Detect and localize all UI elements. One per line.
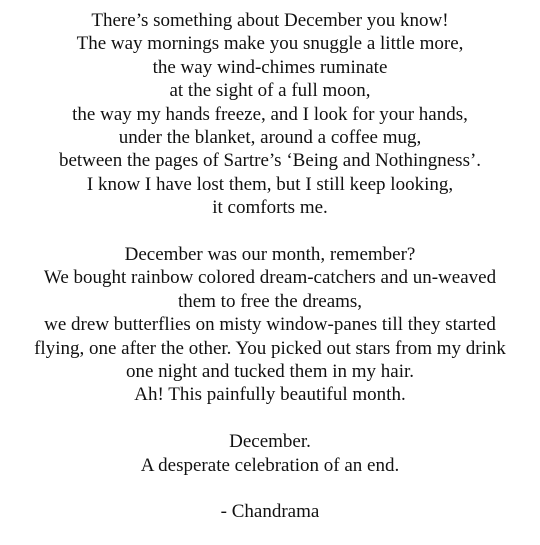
poem-line: flying, one after the other. You picked out stars from my drink [34,337,506,359]
poem-line: Ah! This painfully beautiful month. [134,384,406,406]
poem-line: I know I have lost them, but I still keep looking, [86,173,454,195]
stanza-2 [0,243,540,407]
poem-line: There’s something about December you know! [91,10,449,31]
poem-line: them to free the dreams, [177,290,363,312]
poem-line: December. [229,431,311,453]
signature-block [0,500,540,523]
author-signature: - Chandrama [220,501,320,523]
poem-line: The way mornings make you snuggle a little more, [76,33,464,55]
stanza-1 [0,9,540,220]
stanza-gap [0,477,540,500]
poem-line: one night and tucked them in my hair. [125,361,415,383]
poem-line: December was our month, remember? [124,244,416,266]
poem-line: the way my hands freeze, and I look for your hands, [72,103,468,125]
poem-line: We bought rainbow colored dream-catchers and un-weaved [43,267,497,289]
poem-line: A desperate celebration of an end. [140,454,400,476]
stanza-3 [0,430,540,477]
poem-line: the way wind-chimes ruminate [152,56,388,78]
stanza-gap [0,220,540,243]
poem-line: we drew butterflies on misty window-panes till they started [44,314,496,336]
poem-line: at the sight of a full moon, [169,80,371,102]
stanza-gap [0,407,540,430]
poem-line: between the pages of Sartre’s ‘Being and Nothingness’. [58,150,482,172]
poem-line: under the blanket, around a coffee mug, [118,127,422,149]
poem-line: it comforts me. [212,197,328,219]
